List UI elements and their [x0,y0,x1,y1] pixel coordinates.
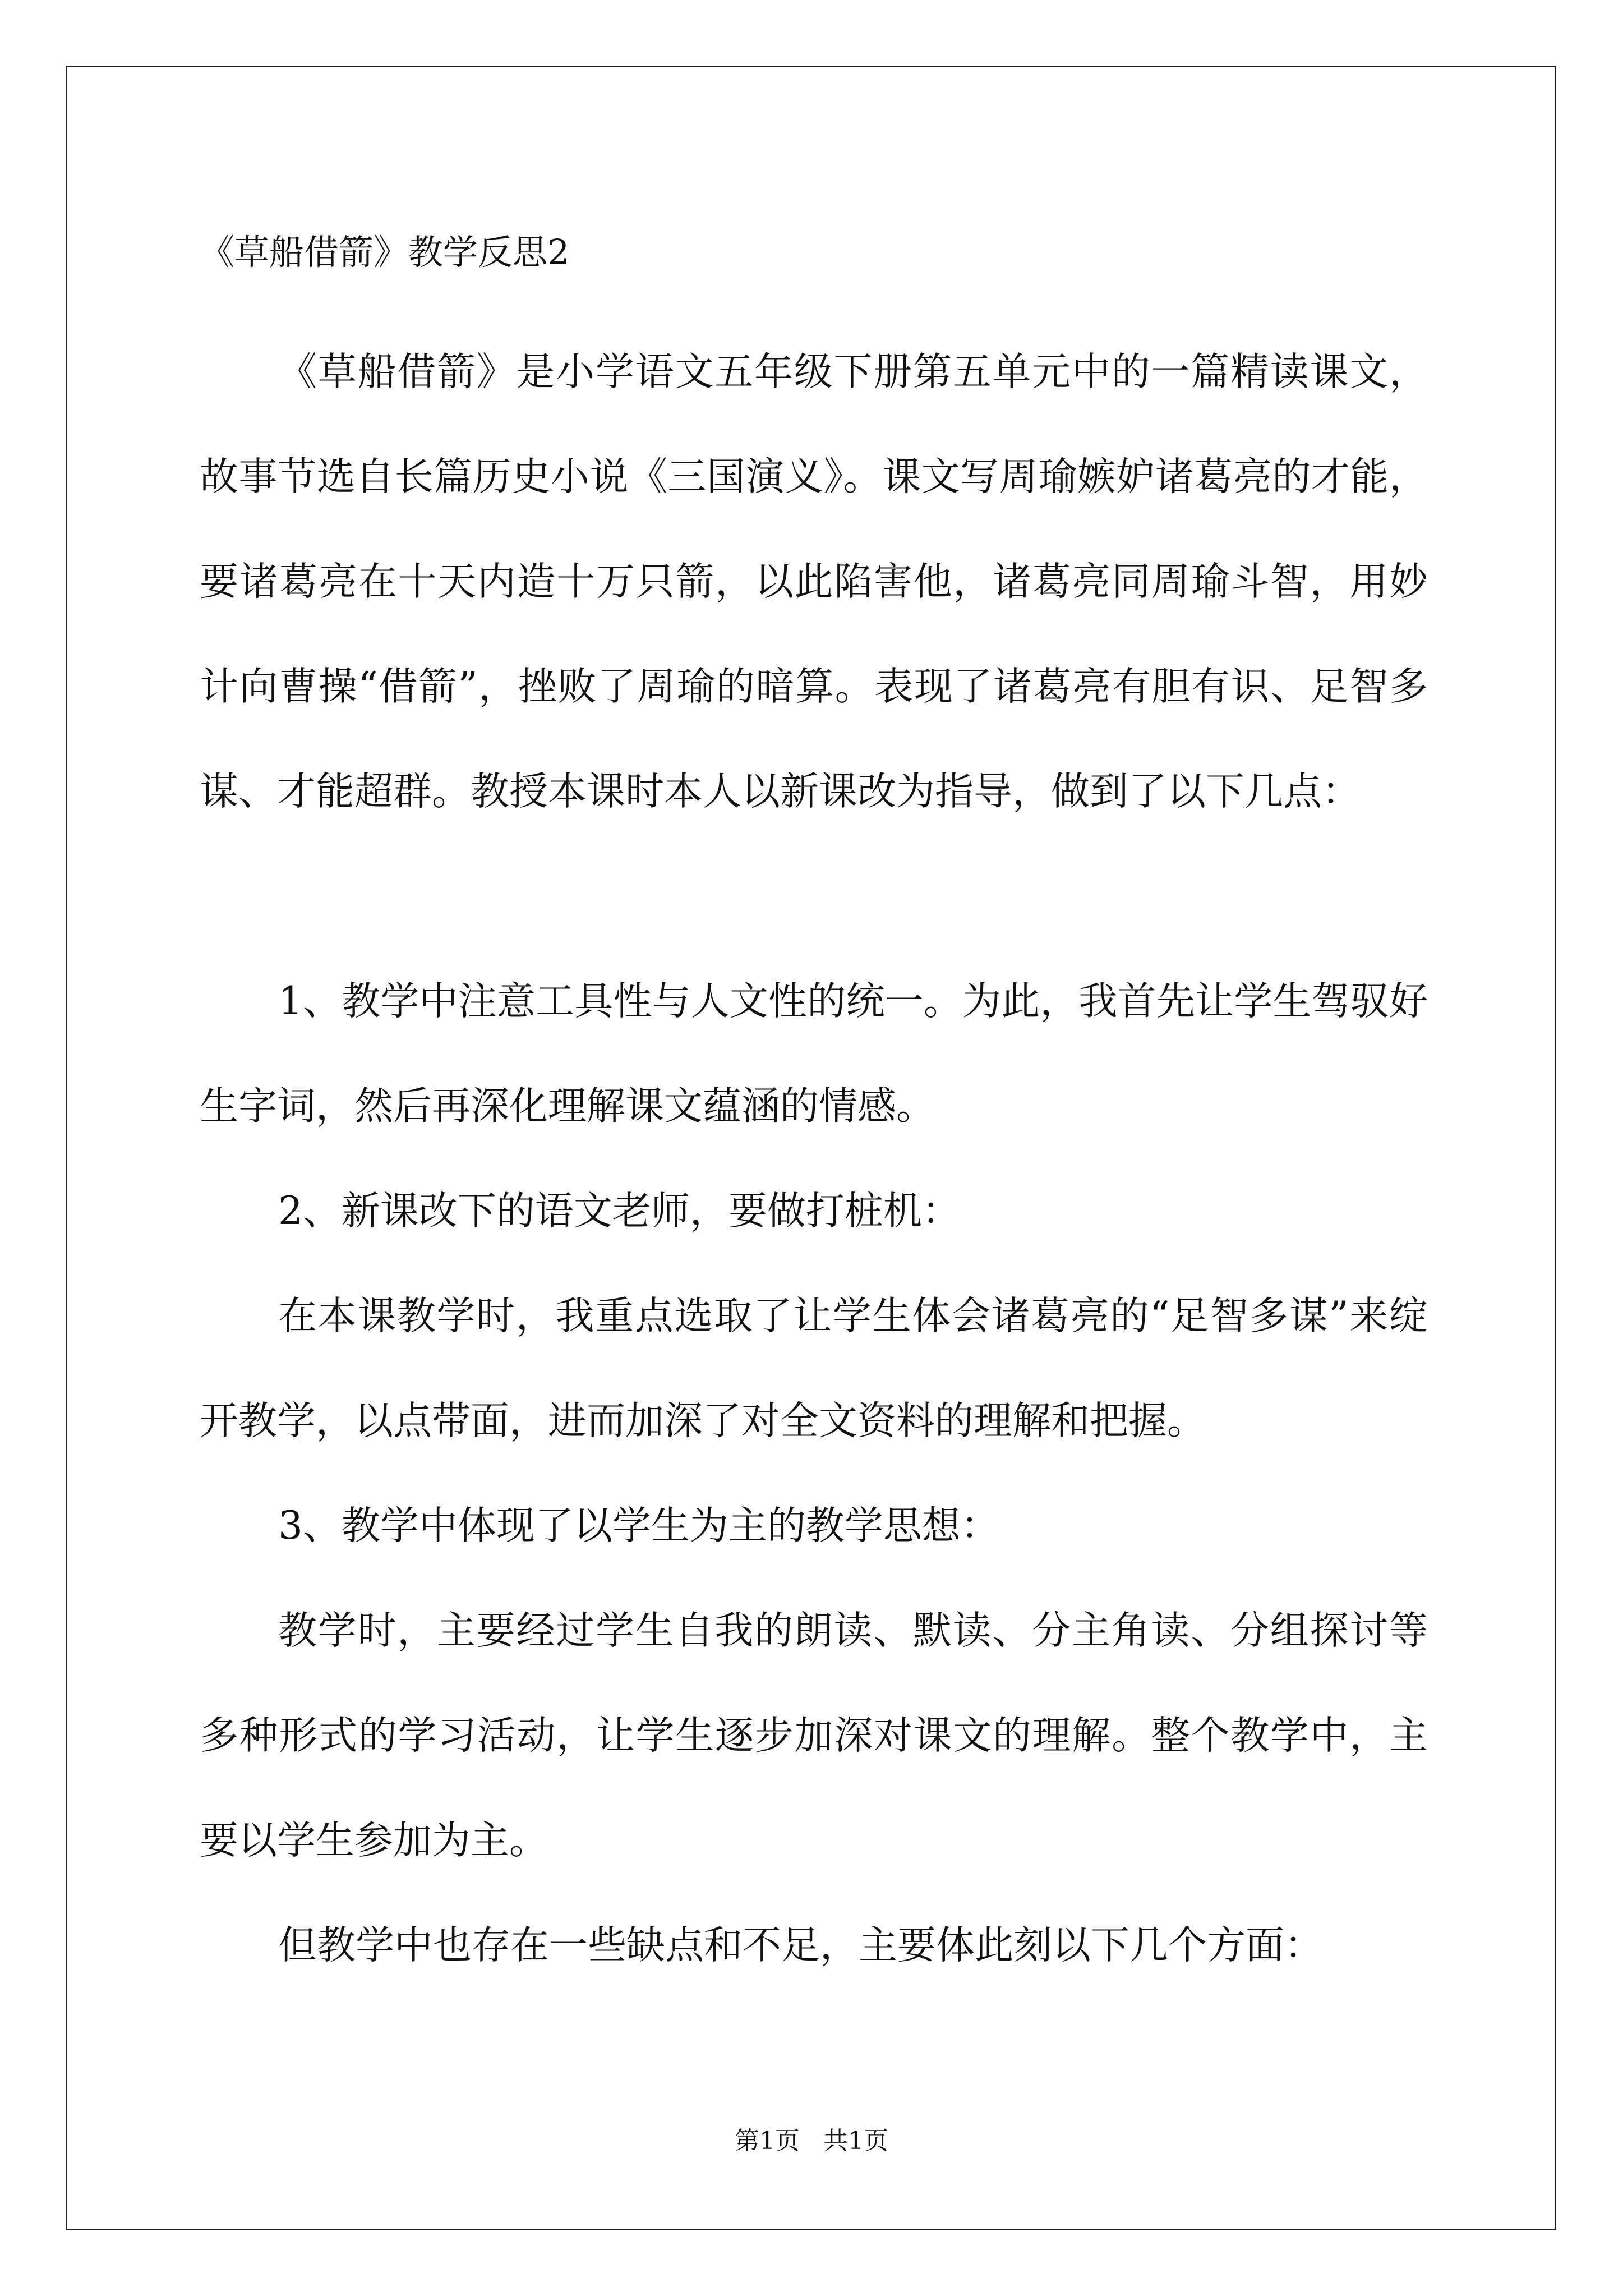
paragraph-intro: 《草船借箭》是小学语文五年级下册第五单元中的一篇精读课文，故事节选自长篇历史小说《三国演义》。课文写周瑜嫉妒诸葛亮的才能，要诸葛亮在十天内造十万只箭，以此陷害他，诸葛亮同周瑜斗智，用妙计向曹操“借箭”，挫败了周瑜的暗算。表现了诸葛亮有胆有识、足智多谋、才能超群。教授本课时本人以新课改为指导，做到了以下几点： [200,349,1428,814]
paragraph-point-3: 3、教学中体现了以学生为主的教学思想： [278,1503,999,1548]
paragraph-point-2: 2、新课改下的语文老师，要做打桩机： [278,1189,961,1234]
page-number: 第1页 [735,2127,800,2155]
page-total: 共1页 [823,2127,888,2155]
page-footer [0,2124,1623,2158]
paragraph-shortcomings: 但教学中也存在一些缺点和不足，主要体此刻以下几个方面： [278,1923,1323,1968]
paragraph-point-3-detail: 教学时，主要经过学生自我的朗读、默读、分主角读、分组探讨等多种形式的学习活动，让学生逐步加深对课文的理解。整个教学中，主要以学生参加为主。 [200,1608,1428,1863]
paragraph-point-2-detail: 在本课教学时，我重点选取了让学生体会诸葛亮的“足智多谋”来绽开教学，以点带面，进而加深了对全文资料的理解和把握。 [200,1294,1428,1443]
document-title: 《草船借箭》教学反思2 [200,232,570,273]
paragraph-point-1: 1、教学中注意工具性与人文性的统一。为此，我首先让学生驾驭好生字词，然后再深化理解课文蕴涵的情感。 [200,979,1428,1129]
